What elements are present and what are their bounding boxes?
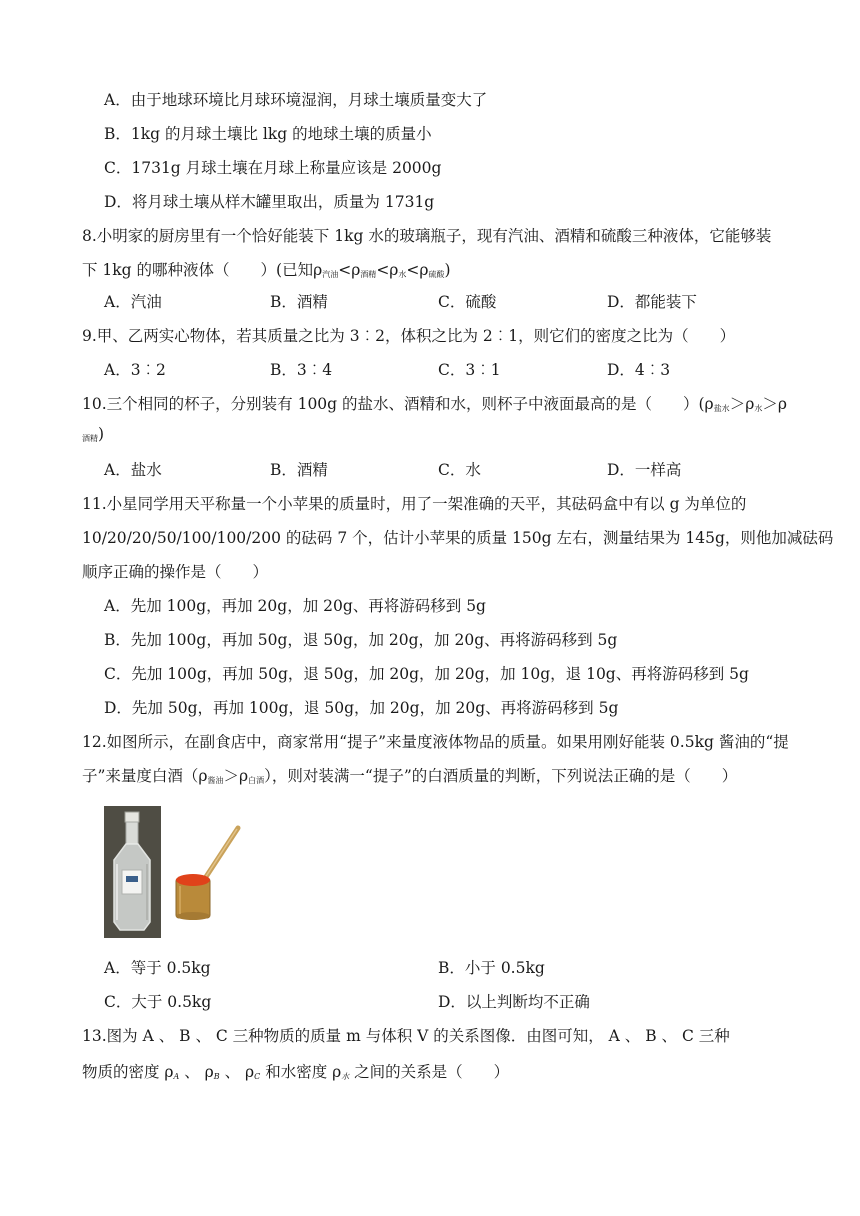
q8-option-b: B．酒精 bbox=[270, 293, 328, 311]
q13-sub-b: B bbox=[213, 1072, 220, 1081]
q12-option-d: D．以上判断均不正确 bbox=[438, 993, 590, 1011]
q10-stem-line1 bbox=[82, 394, 787, 419]
q10-text: 10.三个相同的杯子，分别装有 100g 的盐水、酒精和水，则杯子中液面最高的是（ ）(ρ bbox=[82, 395, 714, 413]
q10-sub-saltwater: 盐水 bbox=[713, 404, 730, 413]
q10-sub-alcohol: 酒精 bbox=[82, 434, 98, 443]
q11-stem-line3: 顺序正确的操作是（ ） bbox=[82, 563, 269, 581]
q11-option-c: C．先加 100g，再加 50g，退 50g，加 20g，加 20g，加 10g，退 10g、再将游码移到 5g bbox=[104, 665, 749, 683]
q10-stem-line2 bbox=[82, 424, 104, 449]
q9-option-d: D．4︰3 bbox=[607, 361, 671, 379]
q12-sub-liquor: 白酒 bbox=[248, 776, 265, 785]
q13-text-c: 之间的关系是（ ） bbox=[349, 1063, 510, 1081]
q9-stem: 9.甲、乙两实心物体，若其质量之比为 3︰2，体积之比为 2︰1，则它们的密度之比为（ ） bbox=[82, 327, 736, 345]
q10-gt2: ＞ρ bbox=[762, 395, 787, 413]
q8-lt1: <ρ bbox=[338, 261, 361, 279]
q12-text-a: 子”来量度白酒（ρ bbox=[82, 767, 208, 785]
q8-text: 下 1kg 的哪种液体（ ）(已知ρ bbox=[82, 261, 323, 279]
q13-sep1: 、 ρ bbox=[179, 1063, 214, 1081]
q10-gt1: ＞ρ bbox=[729, 395, 755, 413]
q12-option-c: C．大于 0.5kg bbox=[104, 993, 212, 1011]
q13-text-b: 和水密度 ρ bbox=[260, 1063, 342, 1081]
q13-stem-line1: 13.图为 A 、 B 、 C 三种物质的质量 m 与体积 V 的关系图像．由图可知， A 、 B 、 C 三种 bbox=[82, 1027, 730, 1045]
q8-stem-line2 bbox=[82, 260, 451, 285]
q9-option-a: A．3︰2 bbox=[104, 361, 166, 379]
q12-option-a: A．等于 0.5kg bbox=[104, 959, 211, 977]
q8-sub-gasoline: 汽油 bbox=[322, 270, 339, 279]
q12-text-b: ），则对装满一“提子”的白酒质量的判断，下列说法正确的是（ ） bbox=[264, 767, 738, 785]
q8-sub-alcohol: 酒精 bbox=[360, 270, 377, 279]
q7-option-c: C．1731g 月球土壤在月球上称量应该是 2000g bbox=[104, 159, 442, 177]
q8-sub-water: 水 bbox=[398, 270, 407, 279]
bottle-and-ladle-image bbox=[104, 806, 244, 938]
q8-sub-acid: 硫酸 bbox=[428, 270, 445, 279]
q11-stem-line1: 11.小星同学用天平称量一个小苹果的质量时，用了一架准确的天平，其砝码盒中有以 g 为单位的 bbox=[82, 495, 747, 513]
q8-stem-line1: 8.小明家的厨房里有一个恰好能装下 1kg 水的玻璃瓶子，现有汽油、酒精和硫酸三种液体，它能够装 bbox=[82, 227, 772, 245]
q8-close: ) bbox=[444, 261, 451, 279]
q7-option-b: B．1kg 的月球土壤比 lkg 的地球土壤的质量小 bbox=[104, 125, 432, 143]
q9-option-b: B．3︰4 bbox=[270, 361, 333, 379]
q12-gt: ＞ρ bbox=[223, 767, 249, 785]
q10-option-a: A．盐水 bbox=[104, 461, 162, 479]
q7-option-a: A．由于地球环境比月球环境湿润，月球土壤质量变大了 bbox=[104, 91, 488, 109]
q13-sub-water: 水 bbox=[341, 1072, 350, 1081]
q8-option-d: D．都能装下 bbox=[607, 293, 697, 311]
q12-sub-soy: 酱油 bbox=[207, 776, 224, 785]
q8-lt3: <ρ bbox=[406, 261, 429, 279]
q13-sep2: 、 ρ bbox=[219, 1063, 255, 1081]
q11-option-d: D．先加 50g，再加 100g，退 50g，加 20g，加 20g、再将游码移到 5g bbox=[104, 699, 619, 717]
q7-option-d: D．将月球土壤从样木罐里取出，质量为 1731g bbox=[104, 193, 435, 211]
q11-option-b: B．先加 100g，再加 50g，退 50g，加 20g，加 20g、再将游码移到 5g bbox=[104, 631, 618, 649]
q13-sub-a: A bbox=[173, 1072, 180, 1081]
q8-option-a: A．汽油 bbox=[104, 293, 162, 311]
q12-stem-line1: 12.如图所示，在副食店中，商家常用“提子”来量度液体物品的质量。如果用刚好能装 0.5kg 酱油的“提 bbox=[82, 733, 789, 751]
q10-option-d: D．一样高 bbox=[607, 461, 682, 479]
q10-sub-water: 水 bbox=[754, 404, 763, 413]
q8-lt2: <ρ bbox=[376, 261, 399, 279]
q11-stem-line2: 10/20/20/50/100/100/200 的砝码 7 个，估计小苹果的质量 150g 左右，测量结果为 145g，则他加减砝码 bbox=[82, 529, 834, 547]
q10-option-b: B．酒精 bbox=[270, 461, 328, 479]
q13-sub-c: C bbox=[254, 1072, 261, 1081]
q13-text-a: 物质的密度 ρ bbox=[82, 1063, 174, 1081]
q10-option-c: C．水 bbox=[438, 461, 481, 479]
q13-stem-line2 bbox=[82, 1062, 509, 1087]
q12-stem-line2 bbox=[82, 766, 737, 791]
q12-option-b: B．小于 0.5kg bbox=[438, 959, 545, 977]
q10-close: ) bbox=[98, 425, 105, 443]
q9-option-c: C．3︰1 bbox=[438, 361, 501, 379]
q8-option-c: C．硫酸 bbox=[438, 293, 497, 311]
q11-option-a: A．先加 100g，再加 20g，加 20g、再将游码移到 5g bbox=[104, 597, 486, 615]
